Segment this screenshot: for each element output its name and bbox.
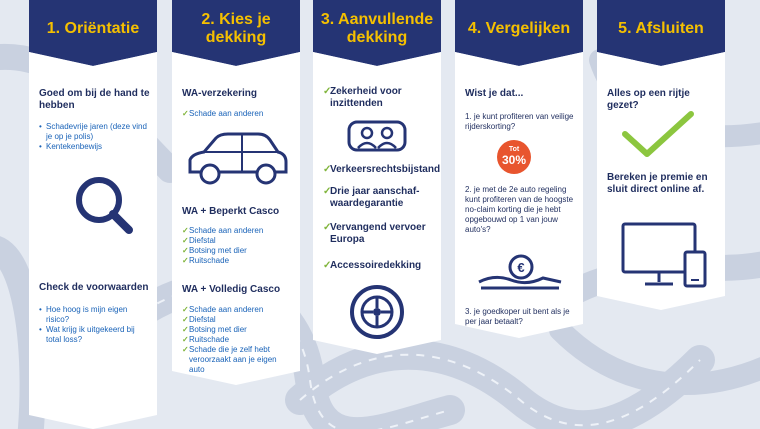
step-orientatie	[29, 0, 157, 429]
step-title: 4. Vergelijken	[467, 20, 571, 37]
list-item: ✓ Schade aan anderen	[182, 305, 294, 315]
wheel-icon	[349, 284, 405, 340]
badge-value: 30%	[501, 153, 527, 167]
step-kies-dekking	[172, 0, 300, 429]
facts-heading: Wist je dat...	[465, 88, 524, 99]
list-item: ✓ Vervangend vervoer Europa	[323, 222, 435, 246]
badge-small-text: Tot	[508, 146, 520, 153]
summary-question: Alles op een rijtje gezet?	[607, 88, 690, 111]
list-item: ✓ Schade aan anderen	[182, 109, 294, 119]
step-intro: Goed om bij de hand te hebben	[39, 88, 150, 111]
list-item: • Schadevrije jaren (deze vind je op je polis)	[39, 122, 151, 142]
list-item: ✓ Verkeersrechtsbijstand	[323, 164, 435, 176]
fact-1: 1. je kunt profiteren van veilige rijderskorting?	[465, 112, 574, 131]
group-title: WA + Volledig Casco	[182, 284, 281, 295]
list-item: ✓ Schade die je zelf hebt veroorzaakt aan je eigen auto	[182, 345, 294, 375]
step-aanvullende-dekking	[313, 0, 441, 429]
list-item: • Kentekenbewijs	[39, 142, 151, 152]
list-item: ✓ Diefstal	[182, 315, 294, 325]
euro-hand-icon	[475, 252, 565, 292]
checkmark-icon	[621, 110, 695, 158]
computer-icon	[621, 222, 711, 292]
list-item: ✓ Ruitschade	[182, 335, 294, 345]
group-title: WA-verzekering	[182, 88, 258, 99]
list-item: ✓ Drie jaar aanschaf-waardegarantie	[323, 186, 435, 210]
step-title: 1. Oriëntatie	[46, 20, 140, 37]
car-icon	[184, 130, 290, 192]
svg-text:€: €	[517, 260, 525, 275]
step-vergelijken	[455, 0, 583, 429]
fact-3: 3. je goedkoper uit bent als je per jaar betaalt?	[465, 307, 570, 326]
list-item: ✓ Accessoiredekking	[323, 260, 435, 272]
fact-2: 2. je met de 2e auto regeling kunt profiteren van de hoogste no-claim korting die je hebt opgebouwd op 1 van jouw auto's?	[465, 185, 574, 234]
step-title: 3. Aanvullende dekking	[320, 11, 434, 46]
magnifier-icon	[67, 168, 157, 254]
list-item: ✓ Botsing met dier	[182, 246, 294, 256]
list-item: ✓ Diefstal	[182, 236, 294, 246]
list-item: • Wat krijg ik uitgekeerd bij total loss?	[39, 325, 151, 345]
step-title: 5. Afsluiten	[618, 20, 704, 37]
check-title: Check de voorwaarden	[39, 282, 149, 293]
discount-badge	[497, 140, 531, 174]
list-item: ✓ Schade aan anderen	[182, 226, 294, 236]
list-item: ✓ Zekerheid voor inzittenden	[323, 86, 435, 110]
step-afsluiten	[597, 0, 725, 429]
group-title: WA + Beperkt Casco	[182, 206, 280, 217]
list-item: • Hoe hoog is mijn eigen risico?	[39, 305, 151, 325]
list-item: ✓ Botsing met dier	[182, 325, 294, 335]
step-title: 2. Kies je dekking	[201, 11, 271, 46]
cta-text: Bereken je premie en sluit direct online af.	[607, 172, 708, 195]
passengers-icon	[347, 118, 407, 154]
list-item: ✓ Ruitschade	[182, 256, 294, 266]
